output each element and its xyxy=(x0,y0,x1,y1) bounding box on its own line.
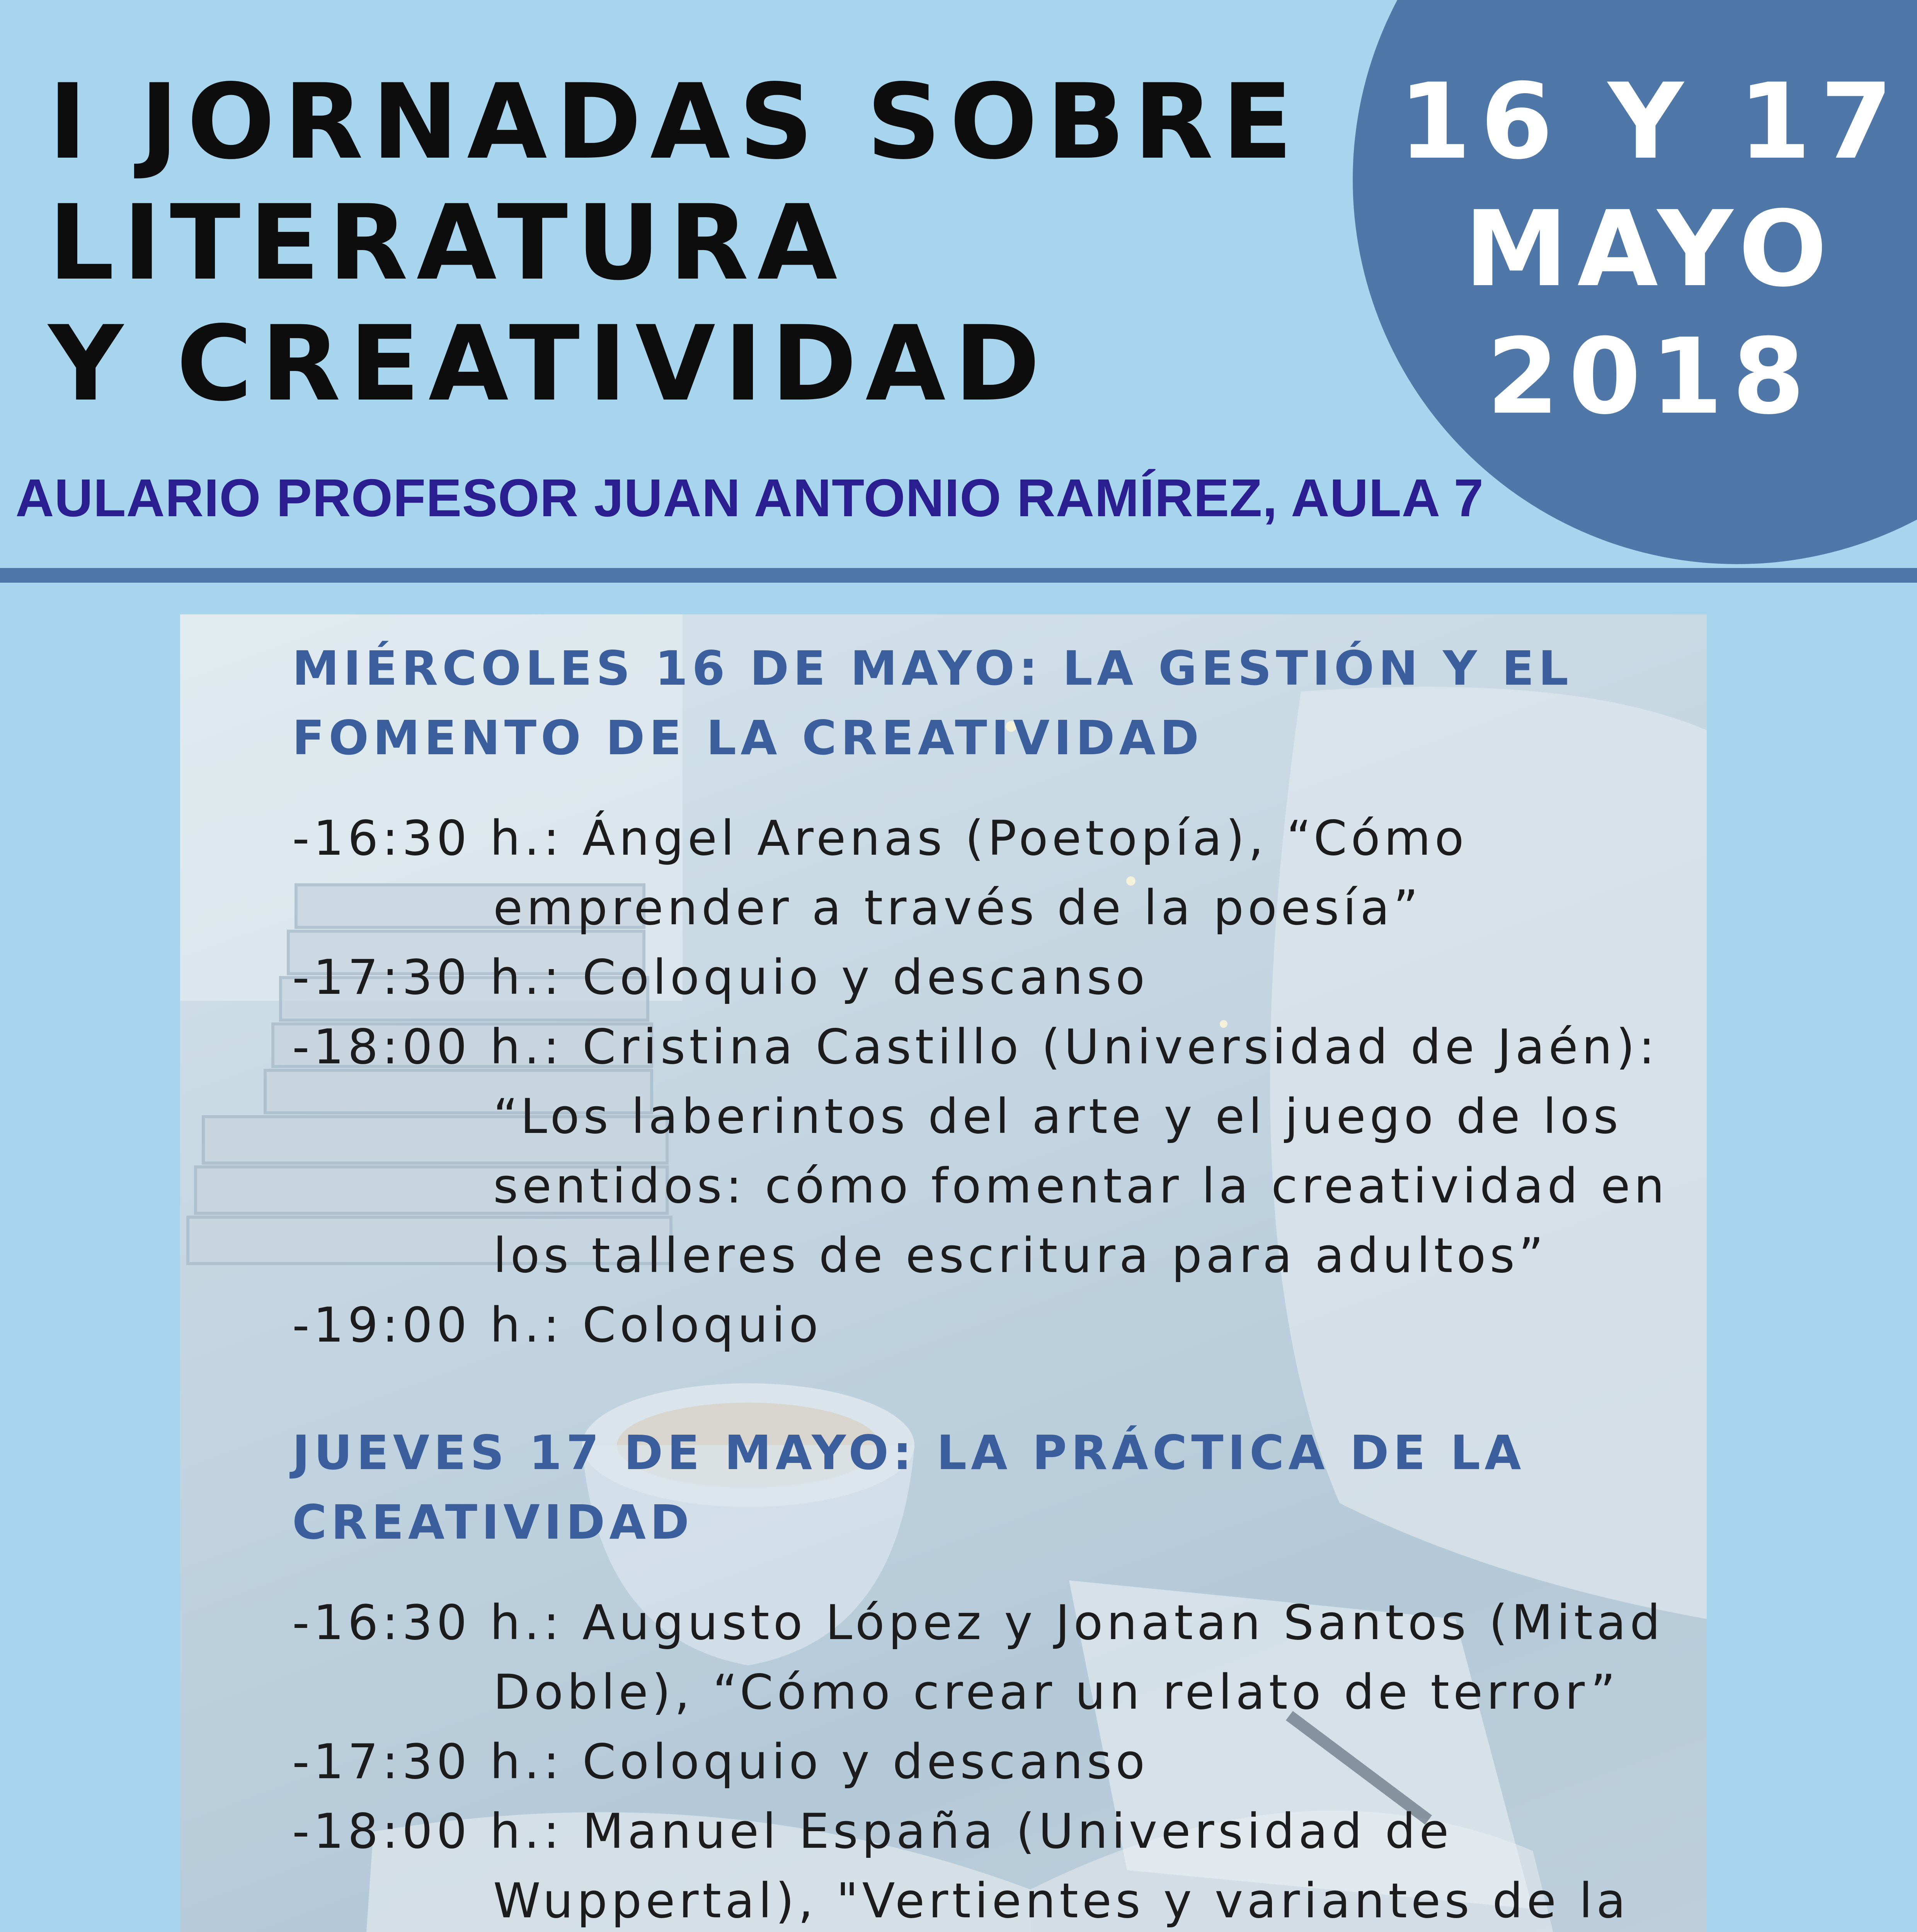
date-line-year: 2018 xyxy=(1486,316,1814,437)
day1-schedule xyxy=(292,804,1691,1360)
day2-item-1: -16:30 h.: Augusto López y Jonatan Santos (Mitad Doble), “Cómo crear un relato de terror” xyxy=(292,1595,1664,1720)
date-line-month: MAYO xyxy=(1464,188,1837,310)
divider-bar xyxy=(0,568,1917,583)
event-title xyxy=(48,62,1324,425)
day1-item-3: -18:00 h.: Cristina Castillo (Universidad de Jaén): “Los laberintos del arte y el juego de los sentidos: cómo fomentar la creatividad en los talleres de escritura para adultos” xyxy=(292,1019,1668,1284)
title-line-2: LITERATURA xyxy=(48,183,846,303)
day1-heading: MIÉRCOLES 16 DE MAYO: LA GESTIÓN Y EL FOMENTO DE LA CREATIVIDAD xyxy=(292,641,1573,765)
day2-item-2: -17:30 h.: Coloquio y descanso xyxy=(292,1734,1149,1790)
day2-schedule xyxy=(292,1588,1691,1932)
program-content xyxy=(292,634,1691,1932)
venue: AULARIO PROFESOR JUAN ANTONIO RAMÍREZ, AULA 7 xyxy=(15,468,1484,528)
date-line-days: 16 Y 17 xyxy=(1398,61,1902,182)
day2-heading: JUEVES 17 DE MAYO: LA PRÁCTICA DE LA CREATIVIDAD xyxy=(292,1425,1525,1550)
day1-item-1: -16:30 h.: Ángel Arenas (Poetopía), “Cómo emprender a través de la poesía” xyxy=(292,811,1468,936)
day2-item-3: -18:00 h.: Manuel España (Universidad de Wuppertal), "Vertientes y variantes de la xyxy=(292,1804,1630,1929)
day1-item-2: -17:30 h.: Coloquio y descanso xyxy=(292,950,1149,1005)
program-panel xyxy=(180,614,1707,1932)
title-line-3: Y CREATIVIDAD xyxy=(48,304,1049,424)
event-date xyxy=(1384,58,1917,440)
title-line-1: I JORNADAS SOBRE xyxy=(48,62,1301,182)
day1-item-4: -19:00 h.: Coloquio xyxy=(292,1298,822,1353)
